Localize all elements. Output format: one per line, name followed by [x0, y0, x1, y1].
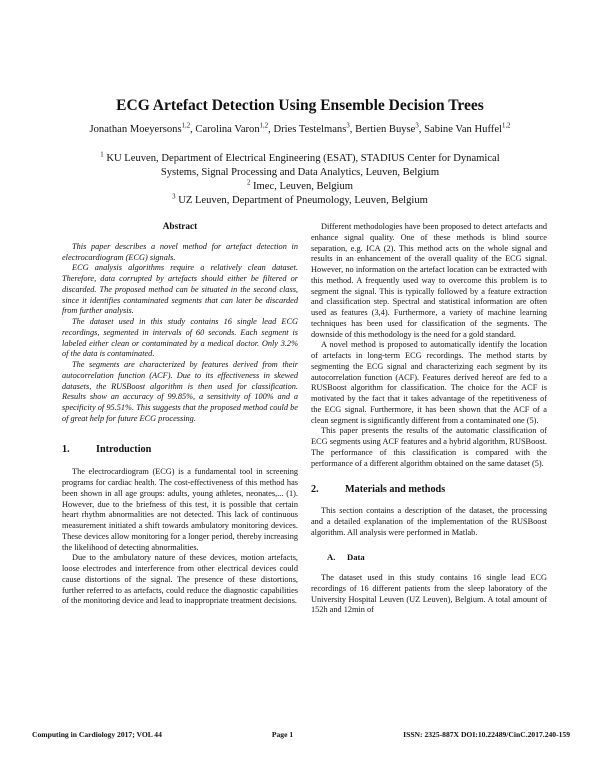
affiliation-1: $^1$ KU Leuven, Department of Electrical Engineering (ESAT), STADIUS Center for Dynamical — [100, 151, 500, 164]
abstract-heading: Abstract — [162, 222, 198, 232]
section-number: 2. — [311, 484, 319, 496]
affiliation-2: $^2$ Imec, Leuven, Belgium — [246, 179, 354, 192]
subsection-heading-data — [327, 552, 547, 563]
affiliation-3: $^3$ UZ Leuven, Department of Pneumology, Leuven, Belgium — [172, 193, 428, 206]
left-column — [62, 222, 298, 607]
abstract-paragraph: The segments are characterized by features derived from their autocorrelation function (ACF). Due to its effectiveness in skewed datasets, the RUSBoost algorithm is then used for classification. Results show an accuracy of 99.85%, a sensitivity of 100% and a specificity of 95.51%. This suggests that the proposed method could be of great help for future ECG processing. — [62, 360, 298, 423]
footer-doi: ISSN: 2325-887X DOI:10.22489/CinC.2017.240-159 — [403, 730, 570, 739]
section-heading-materials — [311, 485, 547, 496]
section-heading-introduction — [62, 445, 298, 456]
author: Sabine Van Huffel$^{1,2}$ — [424, 122, 511, 135]
affiliations — [0, 152, 600, 208]
abstract-paragraph: ECG analysis algorithms require a relatively clean dataset. Therefore, data corrupted by artefacts should either be filtered or discarded. The proposed method can be situated in the second class, since it identifies contaminated segments that can later be discarded from further analysis. — [62, 263, 298, 316]
author: Carolina Varon$^{1,2}$, — [195, 122, 274, 135]
abstract-paragraph: The dataset used in this study contains 16 single lead ECG recordings, segmented in intervals of 60 seconds. Each segment is labeled either clean or contaminated by a medical doctor. Only 3.2% of the data is contaminated. — [62, 317, 298, 359]
subsection-title: Data — [347, 552, 365, 563]
author-list — [0, 124, 600, 135]
author: Jonathan Moeyersons$^{1,2}$, — [89, 122, 196, 135]
body-paragraph: Due to the ambulatory nature of these devices, motion artefacts, loose electrodes and interference from other electrical devices could cause distortions of the signal. The presence of these distortions, further referred to as artefacts, could reduce the diagnostic capabilities of the monitoring device and lead to inappropriate treatment decisions. — [62, 553, 298, 606]
author: Bertien Buyse$^3$, — [355, 122, 425, 135]
body-paragraph: This section contains a description of the dataset, the processing and a detailed explanation of the implementation of the RUSBoost algorithm. All analysis were performed in Matlab. — [311, 506, 547, 537]
right-column — [311, 222, 547, 616]
abstract-paragraph: This paper describes a novel method for artefact detection in electrocardiogram (ECG) signals. — [62, 241, 298, 262]
body-paragraph: This paper presents the results of the automatic classification of ECG segments using ACF features and a hybrid algorithm, RUSBoost. The performance of this classification is compared with the performance of a different algorithm obtained on the same dataset (5). — [311, 426, 547, 468]
paper-title: ECG Artefact Detection Using Ensemble Decision Trees — [116, 97, 484, 114]
body-paragraph: The electrocardiogram (ECG) is a fundamental tool in screening programs for cardiac health. The cost-effectiveness of this method has been shown in all age groups: adults, young athletes, neonates,... (1). However, due to the briefness of this test, it is possible that certain heart rhythm abnormalities are not detected. This lack of continuous measurement initiated a shift towards ambulatory monitoring devices. These devices allow monitoring for a longer period, thereby increasing the likelihood of detecting abnormalities. — [62, 467, 298, 552]
footer-page-number: Page 1 — [271, 730, 294, 739]
affiliation-1-cont: Systems, Signal Processing and Data Analytics, Leuven, Belgium — [160, 167, 440, 178]
section-number: 1. — [62, 443, 70, 455]
abstract — [62, 222, 298, 425]
body-paragraph: Different methodologies have been proposed to detect artefacts and enhance signal quality. One of these methods is blind source separation, e.g. ICA (2). This method acts on the whole signal and results in an enhancement of the overall quality of the ECG signal. However, no information on the artefact location can be extracted with this method. A frequently used way to overcome this problem is to segment the signal. This is typically followed by a feature extraction and classification step. Spectral and statistical information are often used as features (3,4). Furthermore, a variety of machine learning techniques has been used for classification of the segments. The downside of this methodology is the need for a gold standard. — [311, 222, 547, 339]
subsection-number: A. — [327, 552, 336, 563]
section-title: Materials and methods — [345, 484, 446, 496]
section-title: Introduction — [96, 443, 152, 455]
page-footer — [32, 730, 570, 739]
body-paragraph: A novel method is proposed to automatically identify the location of artefacts in long-term ECG recordings. The method starts by segmenting the ECG signal and characterizing each segment by its autocorrelation function (ACF). Features derived hereof are fed to a RUSBoost algorithm for classification. The choice for the ACF is motivated by the fact that it takes advantage of the repetitiveness of the ECG signal. Furthermore, it has been shown that the ACF of a clean segment is significantly different from a contaminated one (5). — [311, 340, 547, 425]
footer-journal: Computing in Cardiology 2017; VOL 44 — [32, 730, 162, 739]
body-paragraph: The dataset used in this study contains 16 single lead ECG recordings of 16 different patients from the sleep laboratory of the University Hospital Leuven (UZ Leuven), Belgium. A total amount of 152h and 12min of — [311, 573, 547, 615]
author: Dries Testelmans$^3$, — [273, 122, 356, 135]
